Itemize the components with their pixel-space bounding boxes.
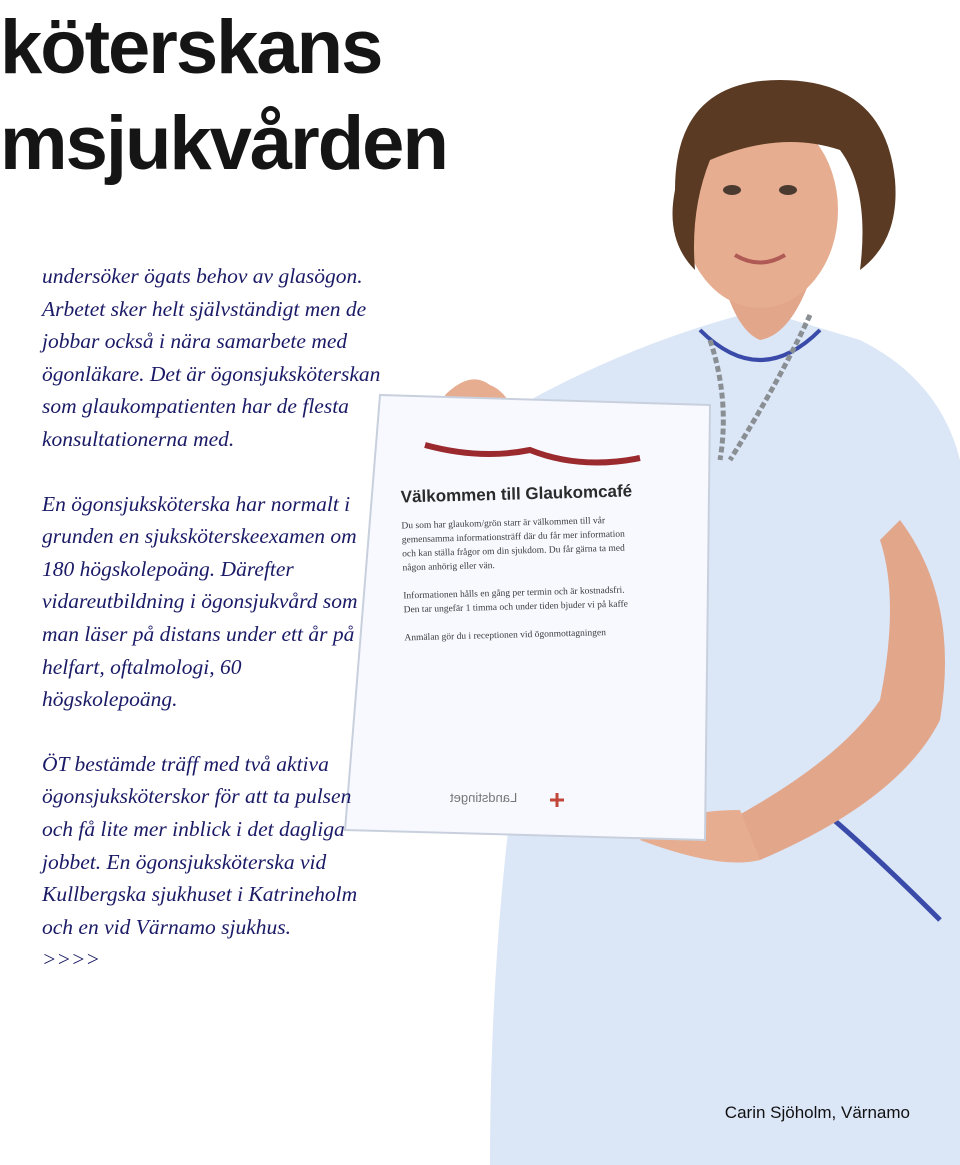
poster-title: Välkommen till Glaukomcafé — [400, 481, 633, 507]
headline-line-1: köterskans — [0, 5, 382, 90]
poster-line: Informationen hålls en gång per termin och är kostnadsfri. — [403, 585, 625, 602]
poster-line: gemensamma informationsträff där du får mer information — [401, 529, 625, 546]
poster-text — [380, 462, 704, 646]
poster-line: Den tar ungefär 1 timma och under tiden bjuder vi på kaffe — [403, 599, 629, 616]
paragraph — [42, 748, 382, 976]
continue-marker: >>>> — [42, 947, 101, 972]
paragraph: En ögonsjuksköterska har normalt i grunden en sjuksköterskeexamen om 180 högskolepoäng. Därefter vidareutbildning i ögonsjukvård som man läser på distans under ett år på helfart, oftalmologi, 60 högskolepoäng. — [42, 491, 358, 712]
poster-line: Du som har glaukom/grön starr är välkommen till vår — [401, 516, 606, 532]
headline-line-2: msjukvården — [0, 101, 447, 186]
article-body — [42, 260, 382, 976]
poster-line: någon anhörig eller vän. — [402, 561, 496, 574]
paragraph: undersöker ögats behov av glasögon. Arbetet sker helt självständigt men de jobbar också i nära samarbete med ögonläkare. Det är ögonsjuksköterskan som glaukompatienten har de flesta konsultationerna med. — [42, 264, 381, 451]
poster-line: Anmälan gör du i receptionen vid ögonmottagningen — [404, 628, 607, 644]
poster-line: och kan ställa frågor om din sjukdom. Du får gärna ta med — [402, 543, 625, 560]
poster-logo: Landstinget — [450, 790, 518, 805]
photo-caption: Carin Sjöholm, Värnamo — [724, 1103, 910, 1122]
paragraph-text: ÖT bestämde träff med två aktiva ögonsjuksköterskor för att ta pulsen och få lite mer inblick i det dagliga jobbet. En ögonsjuksköterska vid Kullbergska sjukhuset i Katrineholm och en vid Värnamo sjukhus. — [42, 751, 358, 939]
